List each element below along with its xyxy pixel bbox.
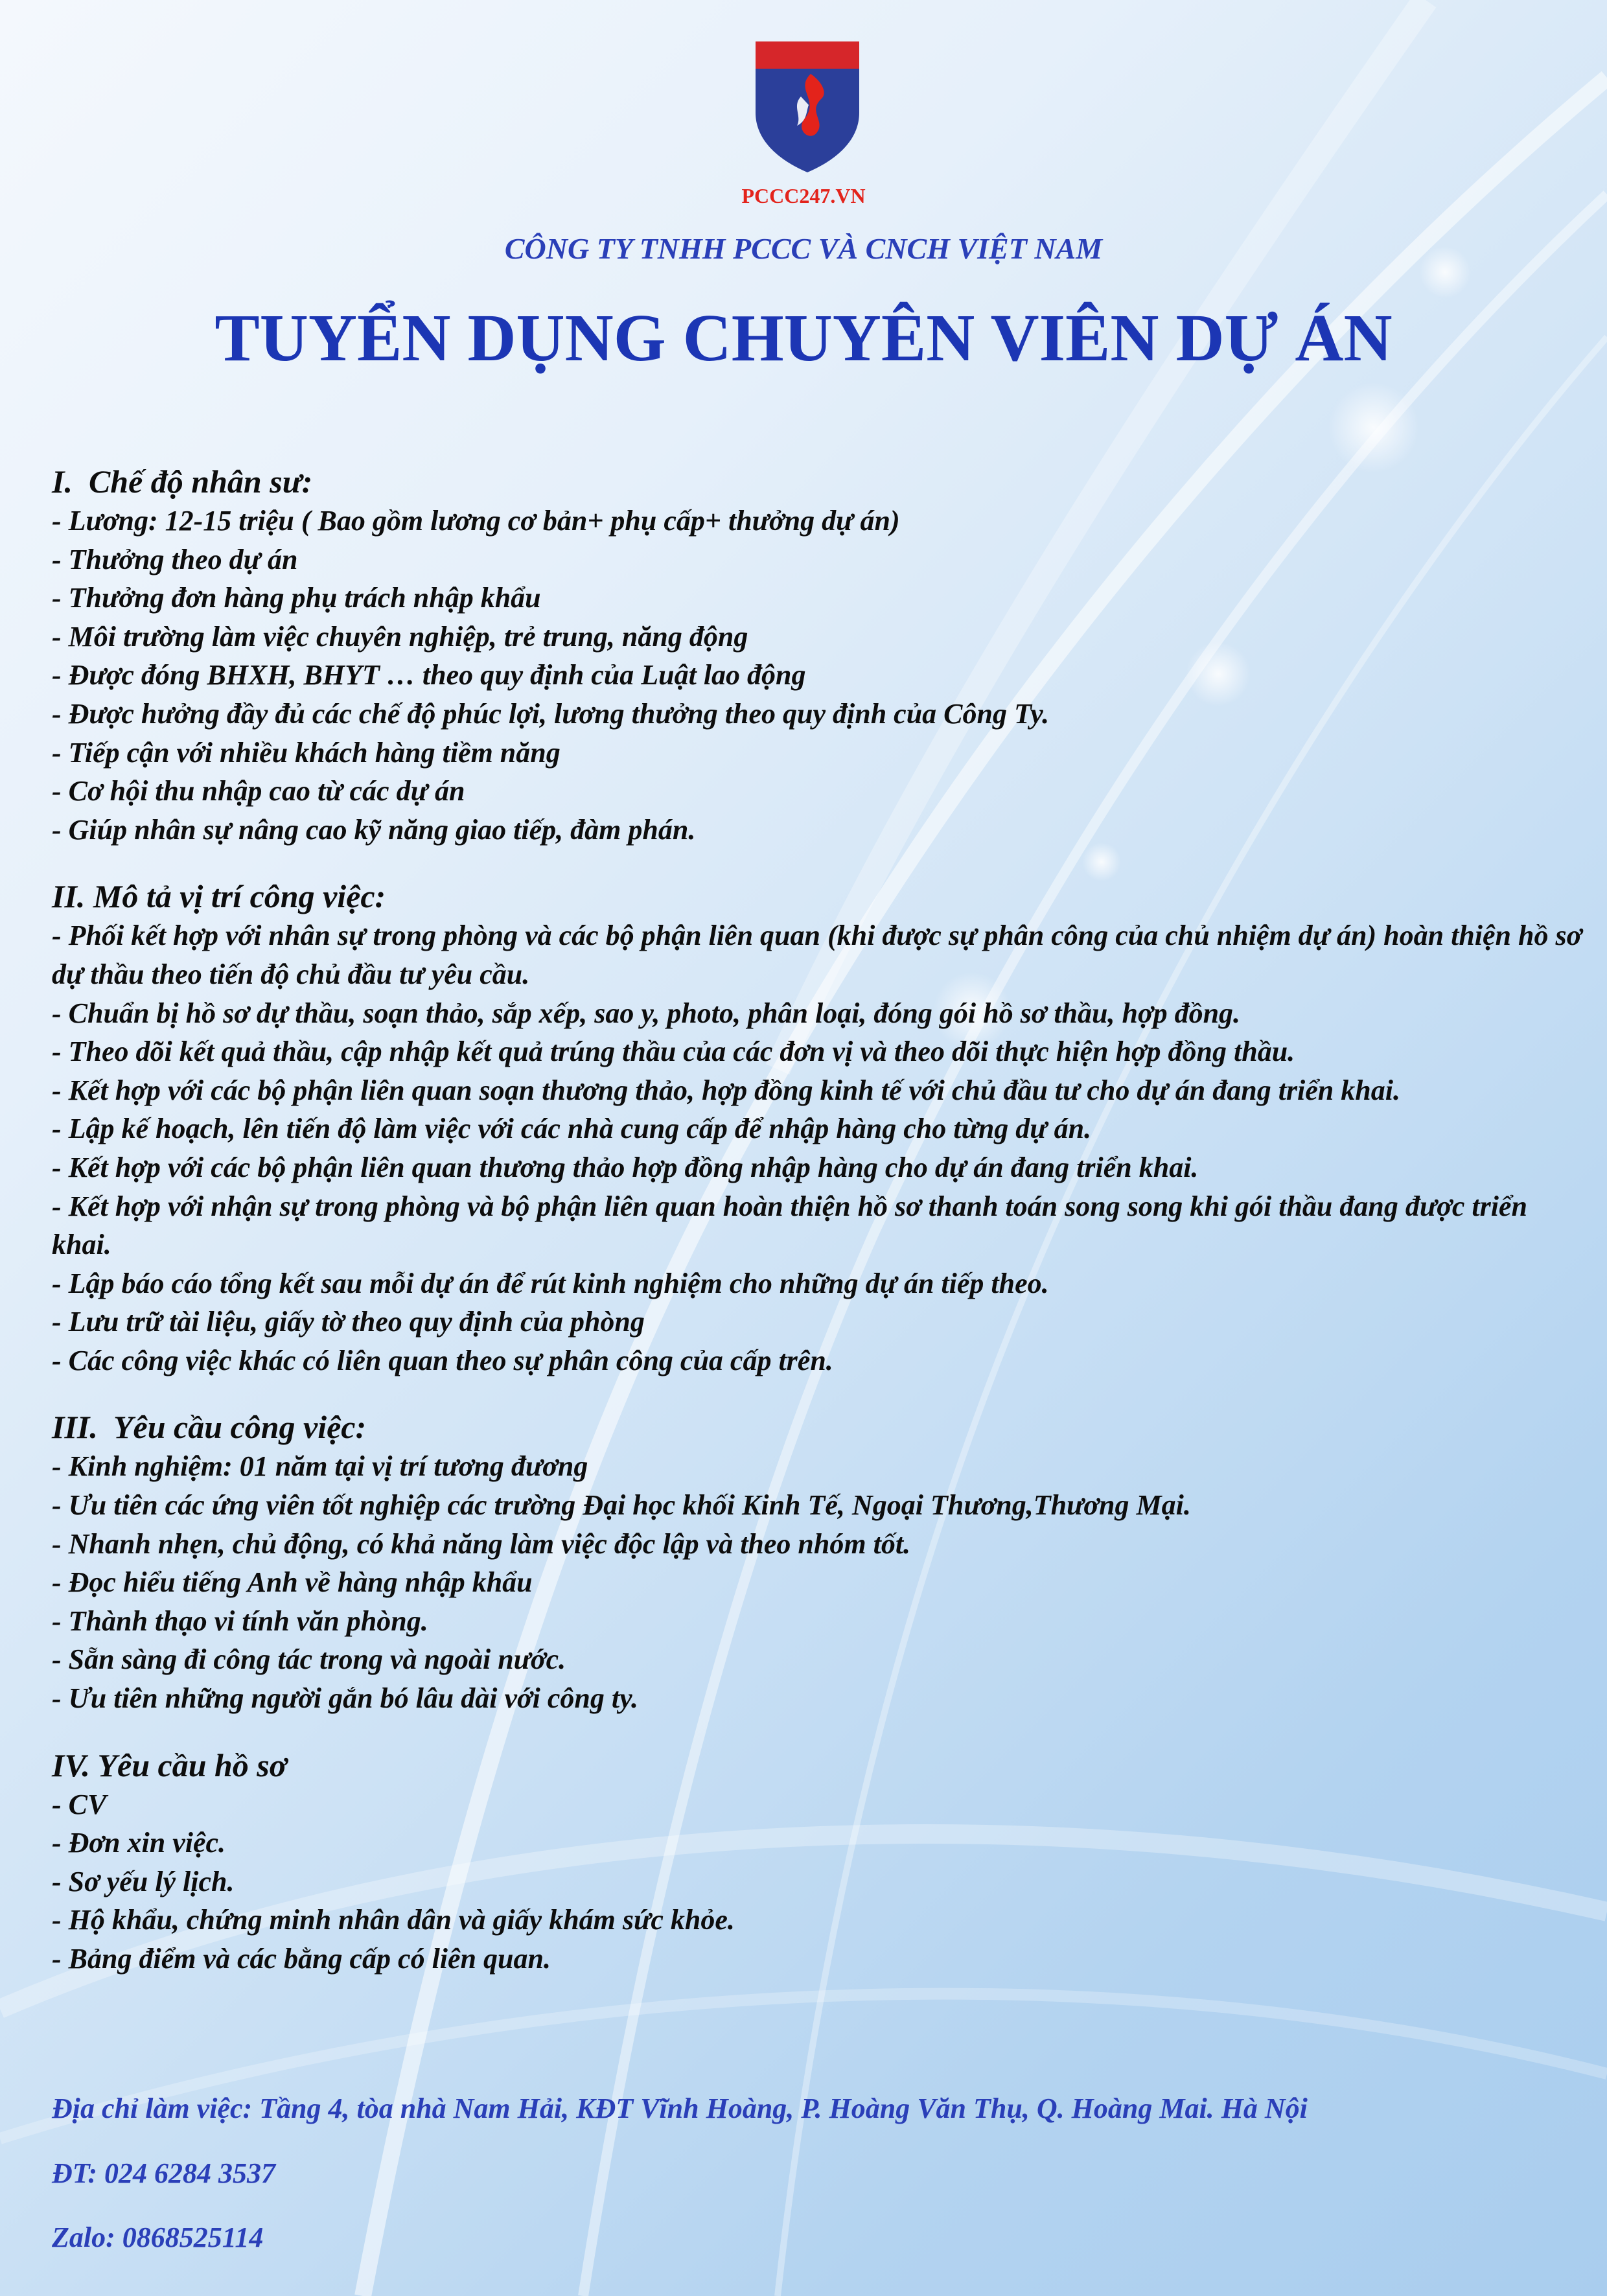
list-item: - Chuẩn bị hồ sơ dự thầu, soạn thảo, sắp xếp, sao y, photo, phân loại, đóng gói hồ sơ thầu, hợp đồng. (52, 997, 1241, 1029)
list-item: - Các công việc khác có liên quan theo sự phân công của cấp trên. (52, 1344, 833, 1376)
list-item: - Được đóng BHXH, BHYT … theo quy định của Luật lao động (52, 659, 806, 691)
brand-name: PCCC247.VN (741, 184, 866, 207)
list-item: - Giúp nhân sự nâng cao kỹ năng giao tiếp, đàm phán. (52, 813, 696, 846)
list-item: - Đơn xin việc. (52, 1827, 226, 1859)
section-benefits (52, 461, 1588, 849)
list-item: - Bảng điểm và các bằng cấp có liên quan. (52, 1943, 551, 1975)
list-item: - Kết hợp với các bộ phận liên quan thương thảo hợp đồng nhập hàng cho dự án đang triển khai. (52, 1151, 1199, 1183)
list-item: - Lập báo cáo tổng kết sau mỗi dự án để rút kinh nghiệm cho những dự án tiếp theo. (52, 1267, 1049, 1299)
list-item: - CV (52, 1788, 107, 1820)
list-item: - Thưởng đơn hàng phụ trách nhập khẩu (52, 582, 541, 614)
list-item: - Phối kết hợp với nhân sự trong phòng và các bộ phận liên quan (khi được sự phân công của chủ nhiệm dự án) hoàn thiện hồ sơ dự thầu theo tiến độ chủ đầu tư yêu cầu. (52, 920, 1582, 990)
section-heading: I. Chế độ nhân sư: (52, 463, 313, 500)
section-heading: II. Mô tả vị trí công việc: (52, 878, 386, 915)
list-item: - Được hưởng đầy đủ các chế độ phúc lợi, lương thưởng theo quy định của Công Ty. (52, 697, 1050, 730)
list-item: - Sơ yếu lý lịch. (52, 1865, 235, 1897)
list-item: - Ưu tiên những người gắn bó lâu dài với công ty. (52, 1682, 638, 1715)
section-job-description (52, 876, 1588, 1380)
list-item: - Môi trường làm việc chuyên nghiệp, trẻ trung, năng động (52, 620, 748, 653)
zalo-contact[interactable]: Zalo: 0868525114 (52, 2221, 264, 2253)
section-requirements (52, 1407, 1588, 1717)
list-item: - Lập kế hoạch, lên tiến độ làm việc với các nhà cung cấp để nhập hàng cho từng dự án. (52, 1113, 1092, 1145)
list-item: - Theo dõi kết quả thầu, cập nhập kết quả trúng thầu của các đơn vị và theo dõi thực hiện hợp đồng thầu. (52, 1036, 1295, 1068)
list-item: - Sẵn sàng đi công tác trong và ngoài nước. (52, 1643, 566, 1676)
list-item: - Ưu tiên các ứng viên tốt nghiệp các trường Đại học khối Kinh Tế, Ngoại Thương,Thương Mại. (52, 1489, 1191, 1522)
section-heading: IV. Yêu cầu hồ sơ (52, 1746, 287, 1783)
section-application-documents (52, 1745, 1588, 1978)
list-item: - Đọc hiểu tiếng Anh về hàng nhập khẩu (52, 1566, 533, 1599)
list-item: - Thưởng theo dự án (52, 543, 298, 575)
company-name: CÔNG TY TNHH PCCC VÀ CNCH VIỆT NAM (504, 232, 1103, 265)
page-title: TUYỂN DỤNG CHUYÊN VIÊN DỰ ÁN (214, 301, 1393, 375)
list-item: - Kết hợp với các bộ phận liên quan soạn thương thảo, hợp đồng kinh tế với chủ đầu tư cho dự án đang triển khai. (52, 1074, 1400, 1106)
work-address: Địa chỉ làm việc: Tầng 4, tòa nhà Nam Hải, KĐT Vĩnh Hoàng, P. Hoàng Văn Thụ, Q. Hoàng Mai. Hà Nội (52, 2093, 1308, 2124)
job-content (52, 461, 1588, 2006)
list-item: - Cơ hội thu nhập cao từ các dự án (52, 775, 465, 807)
list-item: - Kinh nghiệm: 01 năm tại vị trí tương đương (52, 1450, 588, 1483)
list-item: - Hộ khẩu, chứng minh nhân dân và giấy khám sức khỏe. (52, 1904, 735, 1936)
list-item: - Thành thạo vi tính văn phòng. (52, 1605, 428, 1637)
section-heading: III. Yêu cầu công việc: (52, 1409, 367, 1446)
list-item: - Nhanh nhẹn, chủ động, có khả năng làm việc độc lập và theo nhóm tốt. (52, 1527, 911, 1560)
list-item: - Lưu trữ tài liệu, giấy tờ theo quy định của phòng (52, 1306, 645, 1338)
list-item: - Kết hợp với nhận sự trong phòng và bộ phận liên quan hoàn thiện hồ sơ thanh toán song song khi gói thầu đang được triển khai. (52, 1190, 1527, 1261)
shield-flame-logo-icon (749, 35, 866, 174)
list-item: - Tiếp cận với nhiều khách hàng tiềm năng (52, 736, 561, 769)
phone-number[interactable]: ĐT: 024 6284 3537 (52, 2157, 276, 2189)
list-item: - Lương: 12-15 triệu ( Bao gồm lương cơ bản+ phụ cấp+ thưởng dự án) (52, 505, 900, 537)
